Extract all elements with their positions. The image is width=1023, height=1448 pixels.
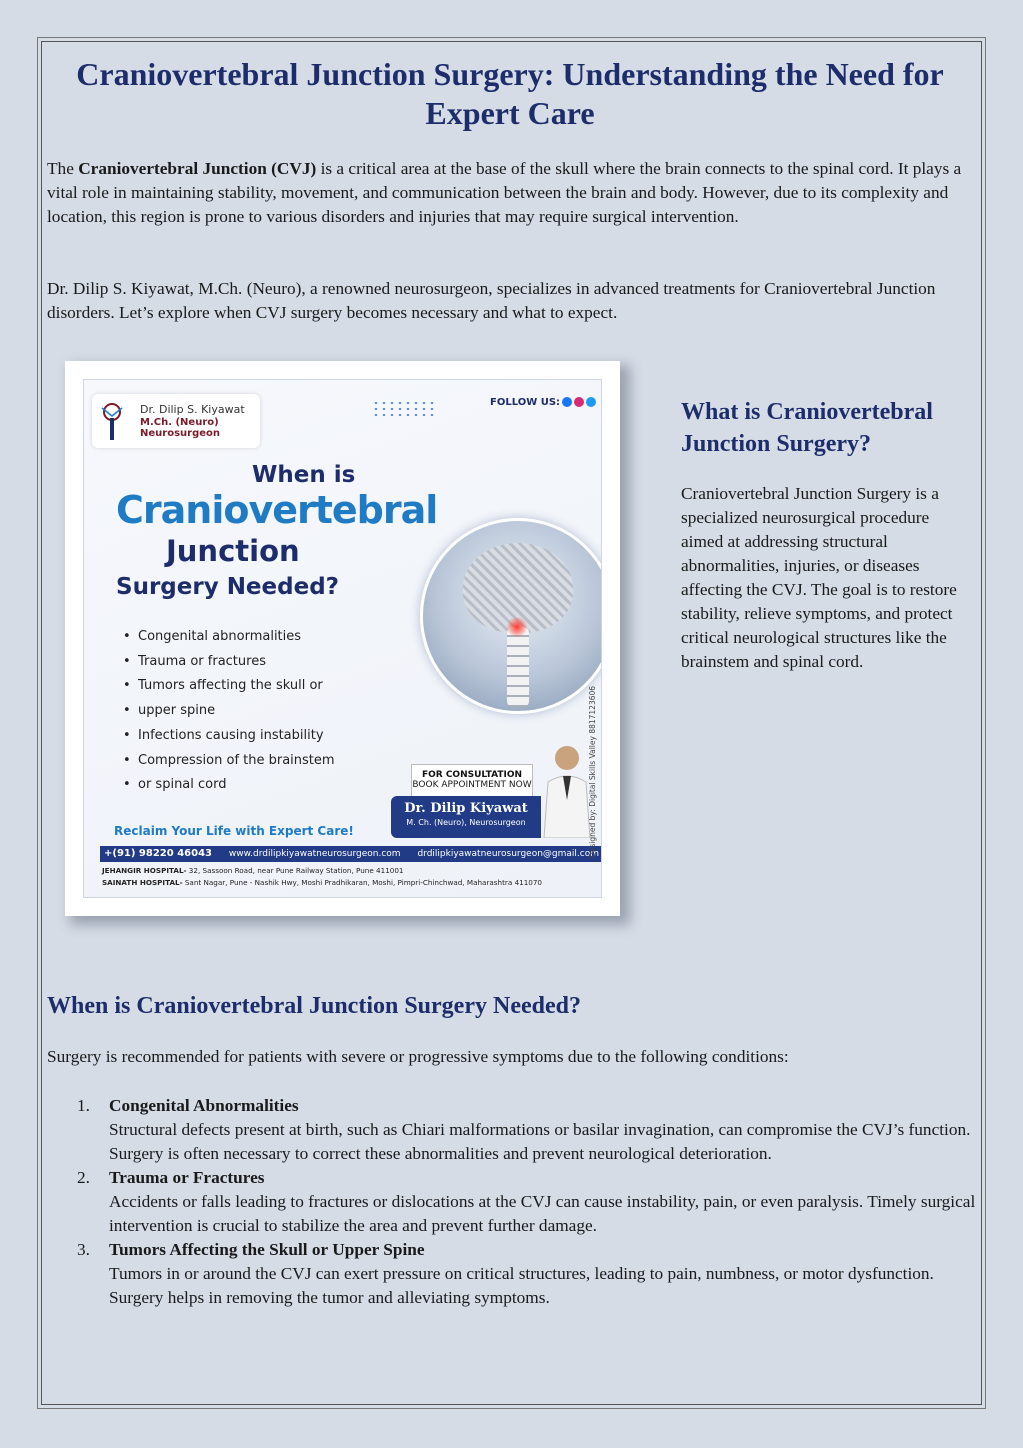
- poster-bullet: • Infections causing instability: [120, 724, 335, 749]
- poster-bullet-cont: • or spinal cord: [120, 773, 335, 798]
- conditions-list: [47, 1094, 977, 1310]
- poster-q2: Craniovertebral: [116, 488, 438, 532]
- cvj-bold-term: Craniovertebral Junction (CVJ): [78, 159, 317, 178]
- poster-bullet: • Compression of the brainstem: [120, 749, 335, 774]
- facebook-icon: [562, 397, 572, 407]
- spine-logo-icon: [98, 402, 126, 442]
- doctor-name-band: Dr. Dilip Kiyawat M. Ch. (Neuro), Neurosurgeon: [391, 796, 541, 838]
- list-item-title: Trauma or Fractures: [109, 1168, 265, 1187]
- list-item-text: Structural defects present at birth, such as Chiari malformations or basilar invagination, can compromise the CVJ’s function. Surgery is often necessary to correct these abnormalities and prevent neurological deterioration.: [109, 1120, 971, 1163]
- logo-degree: M.Ch. (Neuro): [140, 417, 219, 428]
- poster-bullet: • Tumors affecting the skull or: [120, 674, 335, 699]
- page-title: Craniovertebral Junction Surgery: Understanding the Need for Expert Care: [76, 56, 944, 131]
- contact-bar: [100, 846, 602, 862]
- brain-spine-illustration: [420, 518, 602, 714]
- poster-image: [65, 361, 620, 916]
- section-heading: When is Craniovertebral Junction Surgery Needed?: [47, 993, 581, 1019]
- phone-number: +(91) 98220 46043: [104, 848, 212, 859]
- cvj-highlight: [507, 617, 527, 637]
- instagram-icon: [574, 397, 584, 407]
- list-item-text: Tumors in or around the CVJ can exert pressure on critical structures, leading to pain, numbness, or motor dysfunction. Surgery helps in removing the tumor and alleviating symptoms.: [109, 1264, 934, 1307]
- designed-by-credit: Designed by: Digital Skills Valley 8817123606: [588, 685, 597, 858]
- list-item-text: Accidents or falls leading to fractures or dislocations at the CVJ can cause instability, pain, or even paralysis. Timely surgical intervention is crucial to stabilize the area and prevent further damage.: [109, 1192, 976, 1235]
- list-item: 2. Trauma or Fractures Accidents or falls leading to fractures or dislocations at the CVJ can cause instability, pain, or even paralysis. Timely surgical intervention is crucial to stabilize the area and prevent further damage.: [77, 1168, 976, 1235]
- address-2: SAINATH HOSPITAL- Sant Nagar, Pune - Nashik Hwy, Moshi Pradhikaran, Moshi, Pimpri-Chinchwad, Maharashtra 411070: [102, 878, 543, 887]
- logo-role: Neurosurgeon: [140, 428, 221, 439]
- poster-q1: When is: [252, 462, 356, 488]
- follow-us-label: FOLLOW US:: [490, 397, 561, 408]
- section-intro: Surgery is recommended for patients with severe or progressive symptoms due to the following conditions:: [47, 1047, 789, 1066]
- x-icon: [586, 397, 596, 407]
- poster-bullets: [120, 625, 335, 798]
- poster-q4: Surgery Needed?: [116, 574, 340, 600]
- doctor-logo: [92, 394, 260, 448]
- poster-q3: Junction: [166, 534, 300, 568]
- list-item: 1. Congenital Abnormalities Structural defects present at birth, such as Chiari malformations or basilar invagination, can compromise the CVJ’s function. Surgery is often necessary to correct these abnormalities and prevent neurological deterioration.: [47, 1094, 977, 1166]
- consultation-box: FOR CONSULTATION BOOK APPOINTMENT NOW: [411, 764, 533, 804]
- intro-paragraph-2: Dr. Dilip S. Kiyawat, M.Ch. (Neuro), a renowned neurosurgeon, specializes in advanced treatments for Craniovertebral Junction disorders. Let’s explore when CVJ surgery becomes necessary and what to expect.: [47, 279, 936, 322]
- website-link: www.drdilipkiyawatneurosurgeon.com: [228, 849, 401, 859]
- spine-icon: [507, 627, 529, 707]
- logo-name: Dr. Dilip S. Kiyawat: [140, 403, 245, 416]
- dot-pattern: [372, 400, 436, 420]
- list-item: 3. Tumors Affecting the Skull or Upper Spine Tumors in or around the CVJ can exert pressure on critical structures, leading to pain, numbness, or motor dysfunction. Surgery helps in removing the tumor and alleviating symptoms.: [47, 1238, 977, 1310]
- list-item-title: Congenital Abnormalities: [109, 1096, 299, 1115]
- email-link: drdilipkiyawatneurosurgeon@gmail.com: [417, 849, 600, 859]
- poster-bullet-cont: • upper spine: [120, 699, 335, 724]
- poster-bullet: • Congenital abnormalities: [120, 625, 335, 650]
- list-item-title: Tumors Affecting the Skull or Upper Spine: [109, 1240, 425, 1259]
- side-heading: What is Craniovertebral Junction Surgery?: [681, 399, 933, 457]
- reclaim-tagline: Reclaim Your Life with Expert Care!: [114, 824, 354, 838]
- side-paragraph: Craniovertebral Junction Surgery is a specialized neurosurgical procedure aimed at addressing structural abnormalities, injuries, or diseases affecting the CVJ. The goal is to restore stability, relieve symptoms, and protect critical neurological structures like the brainstem and spinal cord.: [681, 484, 957, 671]
- address-1: JEHANGIR HOSPITAL- 32, Sassoon Road, near Pune Railway Station, Pune 411001: [102, 866, 404, 875]
- intro-paragraph-1: The Craniovertebral Junction (CVJ) is a critical area at the base of the skull where the brain connects to the spinal cord. It plays a vital role in maintaining stability, movement, and communication between the brain and body. However, due to its complexity and location, this region is prone to various disorders and injuries that may require surgical intervention.: [47, 159, 962, 226]
- poster-bullet: • Trauma or fractures: [120, 650, 335, 675]
